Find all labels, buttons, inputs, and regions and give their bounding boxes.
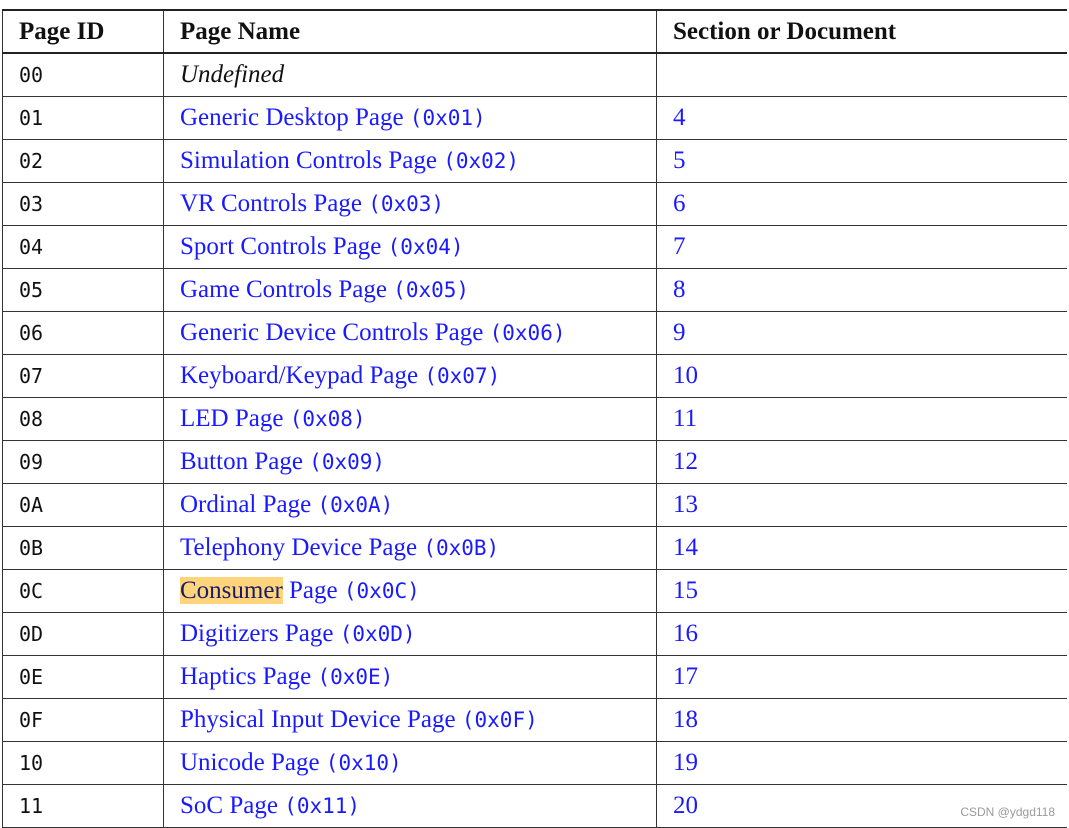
page-id: 07 [3, 355, 164, 398]
table-row [3, 613, 1067, 656]
page-id: 06 [3, 312, 164, 355]
section-link [657, 53, 1067, 97]
page-id: 01 [3, 97, 164, 140]
page-name-link[interactable]: Telephony Device Page [180, 534, 418, 561]
page-id: 04 [3, 226, 164, 269]
table-row [3, 742, 1067, 785]
section-link[interactable]: 10 [657, 355, 1067, 398]
section-link[interactable]: 15 [657, 570, 1067, 613]
page-name-cell [164, 53, 657, 97]
table-row [3, 656, 1067, 699]
page-name-link[interactable]: Physical Input Device Page [180, 706, 456, 733]
page-name-link[interactable]: Simulation Controls Page [180, 147, 437, 174]
highlighted-text[interactable]: Consumer [180, 577, 283, 604]
page-code[interactable]: (0x05) [393, 278, 470, 302]
page-name-cell [164, 441, 657, 484]
table-row [3, 312, 1067, 355]
page-code[interactable]: (0x0A) [317, 493, 394, 517]
page-code[interactable]: (0x06) [489, 321, 566, 345]
page-id: 0E [3, 656, 164, 699]
header-page-name: Page Name [164, 10, 657, 53]
section-link[interactable]: 7 [657, 226, 1067, 269]
section-link[interactable]: 11 [657, 398, 1067, 441]
page-code[interactable]: (0x0C) [343, 579, 420, 603]
page-name-link[interactable]: SoC Page [180, 792, 278, 819]
page-id: 0F [3, 699, 164, 742]
table-row [3, 398, 1067, 441]
page-code[interactable]: (0x07) [424, 364, 501, 388]
page-name-cell [164, 97, 657, 140]
page-code[interactable]: (0x04) [387, 235, 464, 259]
page-name-cell [164, 527, 657, 570]
table-row [3, 269, 1067, 312]
page-id: 03 [3, 183, 164, 226]
table-row [3, 226, 1067, 269]
table-row [3, 53, 1067, 97]
page-code[interactable]: (0x10) [325, 751, 402, 775]
page-name-cell [164, 269, 657, 312]
section-link[interactable]: 13 [657, 484, 1067, 527]
page-name: Undefined [180, 61, 285, 88]
page-code[interactable]: (0x0D) [339, 622, 416, 646]
page-code[interactable]: (0x11) [284, 794, 361, 818]
page-id: 0C [3, 570, 164, 613]
watermark: CSDN @ydgd118 [960, 805, 1055, 819]
page-name-cell [164, 570, 657, 613]
page-code[interactable]: (0x01) [409, 106, 486, 130]
header-row [3, 10, 1067, 53]
page-name-link[interactable]: Page [289, 577, 338, 604]
page-id: 02 [3, 140, 164, 183]
table-row [3, 527, 1067, 570]
section-link[interactable]: 16 [657, 613, 1067, 656]
page-name-link[interactable]: Digitizers Page [180, 620, 334, 647]
table-row [3, 570, 1067, 613]
page-name-cell [164, 484, 657, 527]
table-row [3, 441, 1067, 484]
page-code[interactable]: (0x02) [443, 149, 520, 173]
page-name-cell [164, 140, 657, 183]
page-name-link[interactable]: Generic Device Controls Page [180, 319, 484, 346]
page-name-link[interactable]: VR Controls Page [180, 190, 362, 217]
page-name-cell [164, 355, 657, 398]
page-name-link[interactable]: Ordinal Page [180, 491, 312, 518]
page-code[interactable]: (0x0B) [423, 536, 500, 560]
page-name-cell [164, 742, 657, 785]
table-row [3, 97, 1067, 140]
page-id: 09 [3, 441, 164, 484]
page-name-link[interactable]: Sport Controls Page [180, 233, 382, 260]
section-link[interactable]: 12 [657, 441, 1067, 484]
table-row [3, 140, 1067, 183]
section-link[interactable]: 14 [657, 527, 1067, 570]
table-row [3, 699, 1067, 742]
usage-pages-table [2, 9, 1067, 828]
page-name-cell [164, 613, 657, 656]
section-link[interactable]: 6 [657, 183, 1067, 226]
section-link[interactable]: 19 [657, 742, 1067, 785]
page-name-cell [164, 398, 657, 441]
page-name-cell [164, 312, 657, 355]
section-link[interactable]: 17 [657, 656, 1067, 699]
page-name-cell [164, 183, 657, 226]
page-id: 05 [3, 269, 164, 312]
page-id: 00 [3, 53, 164, 97]
header-page-id: Page ID [3, 10, 164, 53]
page-name-cell [164, 226, 657, 269]
table-row [3, 785, 1067, 828]
page-name-cell [164, 785, 657, 828]
page-id: 11 [3, 785, 164, 828]
page-id: 0D [3, 613, 164, 656]
section-link[interactable]: 5 [657, 140, 1067, 183]
section-link[interactable]: 20 [657, 785, 1067, 828]
page-name-link[interactable]: LED Page [180, 405, 284, 432]
section-link[interactable]: 18 [657, 699, 1067, 742]
section-link[interactable]: 4 [657, 97, 1067, 140]
page-code[interactable]: (0x0F) [461, 708, 538, 732]
table-row [3, 183, 1067, 226]
page-name-link[interactable]: Keyboard/Keypad Page [180, 362, 419, 389]
page-id: 0B [3, 527, 164, 570]
page-id: 08 [3, 398, 164, 441]
page-name-cell [164, 699, 657, 742]
page-name-link[interactable]: Game Controls Page [180, 276, 387, 303]
page-code[interactable]: (0x09) [309, 450, 386, 474]
page-name-link[interactable]: Button Page [180, 448, 303, 475]
page-name-cell [164, 656, 657, 699]
page-code[interactable]: (0x08) [289, 407, 366, 431]
page-name-link[interactable]: Haptics Page [180, 663, 312, 690]
page-code[interactable]: (0x03) [368, 192, 445, 216]
page-code[interactable]: (0x0E) [317, 665, 394, 689]
section-link[interactable]: 9 [657, 312, 1067, 355]
section-link[interactable]: 8 [657, 269, 1067, 312]
header-section: Section or Document [657, 10, 1067, 53]
table-row [3, 484, 1067, 527]
page-id: 10 [3, 742, 164, 785]
page-name-link[interactable]: Unicode Page [180, 749, 320, 776]
table-row [3, 355, 1067, 398]
page-id: 0A [3, 484, 164, 527]
page-name-link[interactable]: Generic Desktop Page [180, 104, 404, 131]
